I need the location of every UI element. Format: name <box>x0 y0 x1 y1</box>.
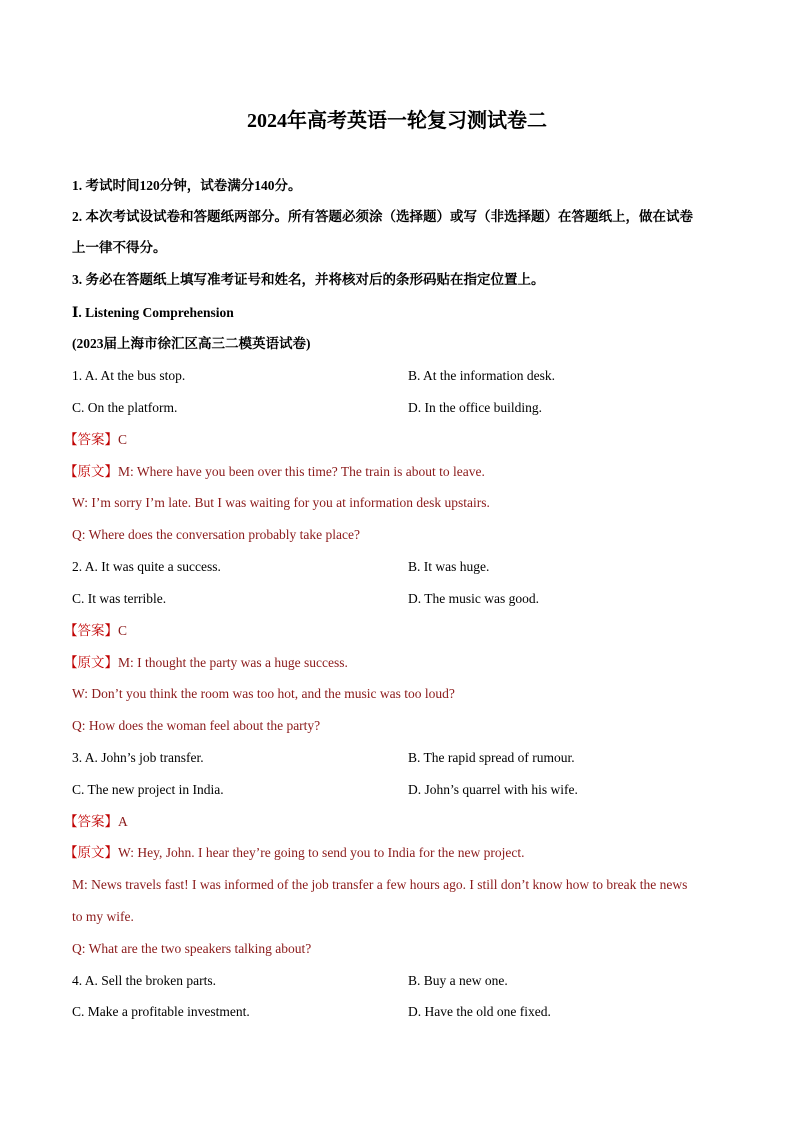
q2-option-b: B. It was huge. <box>408 559 490 574</box>
answer-value: C <box>118 432 128 447</box>
q3-script-1: 【原文】W: Hey, John. I hear they’re going to send you to India for the new project. <box>64 845 525 860</box>
q1-script-2: W: I’m sorry I’m late. But I was waiting for you at information desk upstairs. <box>72 495 490 510</box>
q2-option-a: 2. A. It was quite a success. <box>72 559 221 574</box>
q3-option-b: B. The rapid spread of rumour. <box>408 750 575 765</box>
q3-option-a: 3. A. John’s job transfer. <box>72 750 204 765</box>
q1-option-d: D. In the office building. <box>408 400 542 415</box>
q4-option-c: C. Make a profitable investment. <box>72 1004 250 1019</box>
q4-option-d: D. Have the old one fixed. <box>408 1004 551 1019</box>
q2-script-3: Q: How does the woman feel about the party? <box>72 718 321 733</box>
page-title: 2024年高考英语一轮复习测试卷二 <box>247 110 547 132</box>
answer-value: A <box>118 814 128 829</box>
answer-value: C <box>118 623 128 638</box>
q2-script-2: W: Don’t you think the room was too hot, and the music was too loud? <box>72 686 455 701</box>
q2-script-1: 【原文】M: I thought the party was a huge success. <box>64 655 348 670</box>
q3-script-4: Q: What are the two speakers talking about? <box>72 941 312 956</box>
q1-answer <box>64 431 128 449</box>
q2-answer <box>64 622 128 640</box>
q4-option-b: B. Buy a new one. <box>408 973 508 988</box>
q1-script-1: 【原文】M: Where have you been over this time? The train is about to leave. <box>64 464 485 479</box>
q1-script-3: Q: Where does the conversation probably take place? <box>72 527 361 542</box>
q2-option-c: C. It was terrible. <box>72 591 167 606</box>
original-label: 【原文】 <box>64 845 118 860</box>
instruction-3: 3. 务必在答题纸上填写准考证号和姓名，并将核对后的条形码贴在指定位置上。 <box>72 272 545 287</box>
instruction-2-cont: 上一律不得分。 <box>72 240 167 255</box>
q3-script-3: to my wife. <box>72 909 134 924</box>
q1-option-b: B. At the information desk. <box>408 368 555 383</box>
q3-script-2: M: News travels fast! I was informed of the job transfer a few hours ago. I still don’t know how to break the news <box>72 877 688 892</box>
answer-label: 【答案】 <box>64 623 118 638</box>
instruction-2: 2. 本次考试设试卷和答题纸两部分。所有答题必须涂（选择题）或写（非选择题）在答题纸上，做在试卷 <box>72 209 693 224</box>
q3-option-d: D. John’s quarrel with his wife. <box>408 782 578 797</box>
q3-answer <box>64 813 128 831</box>
answer-label: 【答案】 <box>64 432 118 447</box>
section-heading: Ⅰ. Listening Comprehension <box>72 305 234 320</box>
q1-option-a: 1. A. At the bus stop. <box>72 368 186 383</box>
q1-option-c: C. On the platform. <box>72 400 178 415</box>
q4-option-a: 4. A. Sell the broken parts. <box>72 973 216 988</box>
instruction-1: 1. 考试时间120分钟，试卷满分140分。 <box>72 178 302 193</box>
section-source: (2023届上海市徐汇区高三二模英语试卷) <box>72 336 311 351</box>
original-label: 【原文】 <box>64 655 118 670</box>
q2-option-d: D. The music was good. <box>408 591 539 606</box>
original-label: 【原文】 <box>64 464 118 479</box>
q3-option-c: C. The new project in India. <box>72 782 224 797</box>
answer-label: 【答案】 <box>64 814 118 829</box>
